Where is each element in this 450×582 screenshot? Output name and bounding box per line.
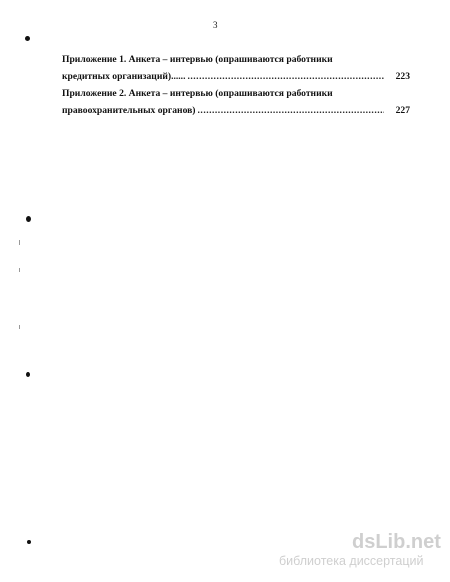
watermark [279,530,446,569]
toc-entry-appendix-1 [62,51,410,85]
toc-leader-dots [187,68,383,85]
binding-hole-mark [25,36,30,41]
scan-artifact [19,325,20,329]
toc-page-number: 227 [395,105,410,116]
toc-page-number: 223 [395,71,410,82]
toc-entry-appendix-2 [62,85,410,119]
scan-artifact [19,268,20,272]
binding-hole-mark [27,540,31,544]
page-number: 3 [213,20,218,30]
binding-hole-mark [26,372,30,377]
toc-leader-dots [198,102,384,119]
watermark-tagline: библиотека диссертаций [279,554,424,568]
toc-entry-title-line2: кредитных организаций)...... [62,71,186,82]
toc-entry-title-line1: Приложение 2. Анкета – интервью (опрашиваются работники [62,88,333,99]
toc-entry-title-line2: правоохранительных органов) [62,105,196,116]
binding-hole-mark [26,216,31,222]
watermark-logo: dsLib.net [352,531,441,553]
scan-artifact [19,240,20,245]
toc-entry-title-line1: Приложение 1. Анкета – интервью (опрашиваются работники [62,54,333,65]
